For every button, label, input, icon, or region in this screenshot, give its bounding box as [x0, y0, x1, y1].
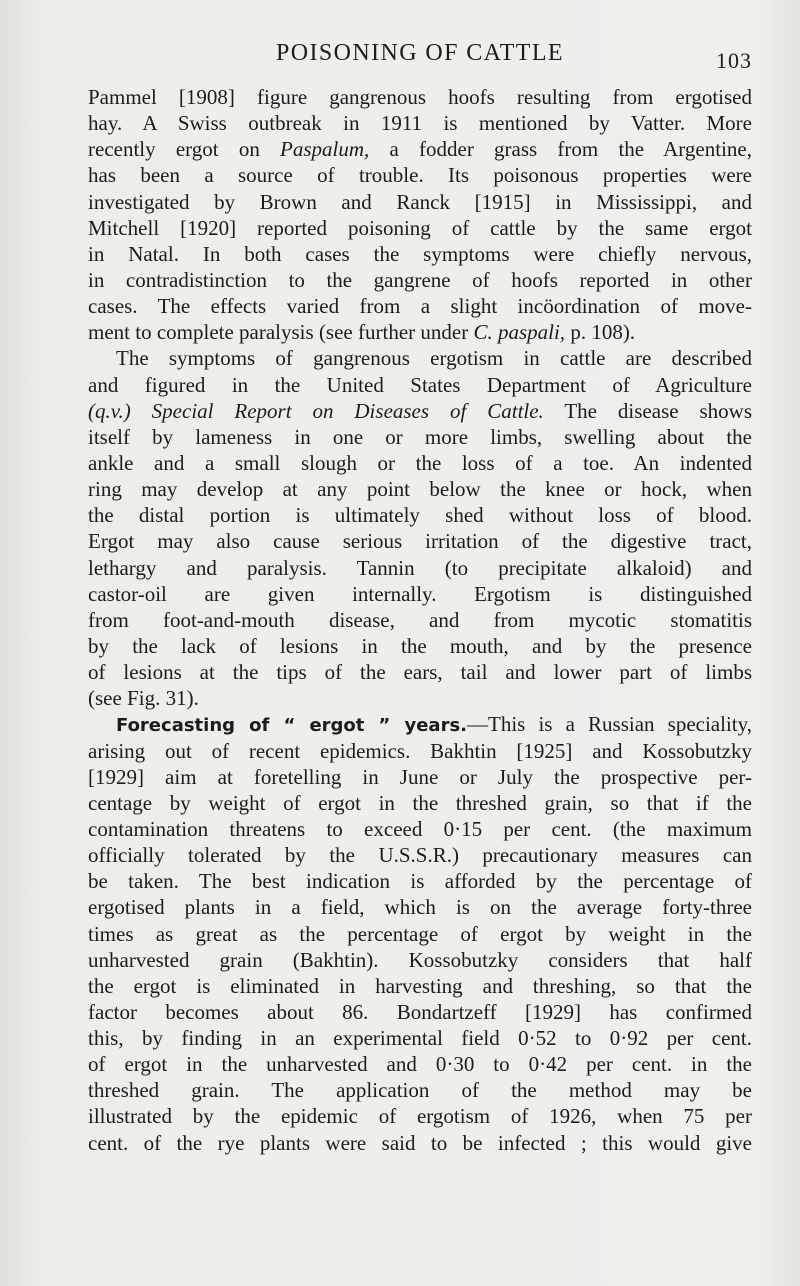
text-line: ring may develop at any point below the knee or hock, when — [88, 477, 752, 502]
text-line: lethargy and paralysis. Tannin (to precipitate alkaloid) and — [88, 555, 752, 580]
text-line: officially tolerated by the U.S.S.R.) precautionary measures can — [88, 843, 752, 868]
text-line: be taken. The best indication is afforded by the percentage of — [88, 869, 752, 894]
text-line: itself by lameness in one or more limbs, swelling about the — [88, 424, 752, 449]
text-line: by the lack of lesions in the mouth, and by the presence — [88, 633, 752, 658]
italic-term: C. paspali, — [473, 320, 566, 345]
italic-term: (q.v.) — [88, 398, 131, 423]
text-line: investigated by Brown and Ranck [1915] in Mississippi, and — [88, 189, 752, 214]
text-line: ankle and a small slough or the loss of a toe. An indented — [88, 450, 752, 475]
italic-term: Paspalum, — [280, 137, 370, 162]
text-line: Ergot may also cause serious irritation of the digestive tract, — [88, 529, 752, 554]
text-line: [1929] aim at foretelling in June or July the prospective per- — [88, 764, 752, 789]
text-line: Pammel [1908] figure gangrenous hoofs resulting from ergotised — [88, 85, 752, 109]
text-run: ment to complete paralysis (see further under — [88, 320, 474, 345]
text-line: from foot-and-mouth disease, and from mycotic stomatitis — [88, 607, 752, 632]
text-line: has been a source of trouble. Its poisonous properties were — [88, 163, 752, 188]
report-title: Special Report on Diseases of Cattle. — [151, 398, 544, 423]
running-title: POISONING OF CATTLE — [276, 40, 564, 66]
paragraph-2 — [88, 345, 752, 711]
text-line: contamination threatens to exceed 0·15 per cent. (the maximum — [88, 816, 752, 841]
text-line: times as great as the percentage of ergot by weight in the — [88, 921, 752, 946]
text-line: cent. of the rye plants were said to be infected ; this would give — [88, 1130, 752, 1155]
text-run: p. 108). — [565, 320, 636, 345]
text-line — [88, 319, 752, 345]
body-text — [88, 84, 752, 1156]
page-number: 103 — [716, 48, 752, 73]
text-line: the distal portion is ultimately shed without loss of blood. — [88, 503, 752, 528]
paragraph-3 — [88, 711, 752, 1155]
text-line: and figured in the United States Department of Agriculture — [88, 372, 752, 397]
text-line: The symptoms of gangrenous ergotism in cattle are described — [116, 346, 752, 371]
text-line: illustrated by the epidemic of ergotism of 1926, when 75 per — [88, 1104, 752, 1129]
text-line: of lesions at the tips of the ears, tail and lower part of limbs — [88, 660, 752, 685]
page-header — [88, 36, 752, 72]
text-run: recently ergot on — [88, 137, 281, 162]
text-line: ergotised plants in a field, which is on the average forty-three — [88, 895, 752, 920]
text-line: hay. A Swiss outbreak in 1911 is mentioned by Vatter. More — [88, 111, 752, 136]
section-heading: Forecasting of “ ergot ” years. — [116, 715, 468, 737]
text-line: (see Fig. 31). — [88, 686, 199, 711]
text-line: cases. The effects varied from a slight incöordination of move- — [88, 294, 752, 319]
text-line: castor-oil are given internally. Ergotism is distinguished — [88, 581, 752, 606]
text-line: the ergot is eliminated in harvesting and threshing, so that the — [88, 973, 752, 998]
text-line — [88, 136, 752, 162]
text-line: this, by finding in an experimental field 0·52 to 0·92 per cent. — [88, 1026, 752, 1051]
text-line: in Natal. In both cases the symptoms were chiefly nervous, — [88, 241, 752, 266]
text-line: centage by weight of ergot in the threshed grain, so that if the — [88, 790, 752, 815]
text-line: unharvested grain (Bakhtin). Kossobutzky considers that half — [88, 947, 752, 972]
text-run: The disease shows — [564, 398, 752, 423]
text-line — [88, 398, 752, 424]
text-run: —This is a Russian speciality, — [467, 712, 753, 737]
text-line: Mitchell [1920] reported poisoning of cattle by the same ergot — [88, 215, 752, 240]
text-run: a fodder grass from the Argentine, — [369, 137, 752, 162]
text-line — [88, 711, 752, 737]
text-line: factor becomes about 86. Bondartzeff [1929] has confirmed — [88, 999, 752, 1024]
text-line: threshed grain. The application of the method may be — [88, 1078, 752, 1103]
paragraph-1 — [88, 84, 752, 345]
text-line: arising out of recent epidemics. Bakhtin [1925] and Kossobutzky — [88, 738, 752, 763]
text-line: of ergot in the unharvested and 0·30 to 0·42 per cent. in the — [88, 1052, 752, 1077]
text-line: in contradistinction to the gangrene of hoofs reported in other — [88, 267, 752, 292]
